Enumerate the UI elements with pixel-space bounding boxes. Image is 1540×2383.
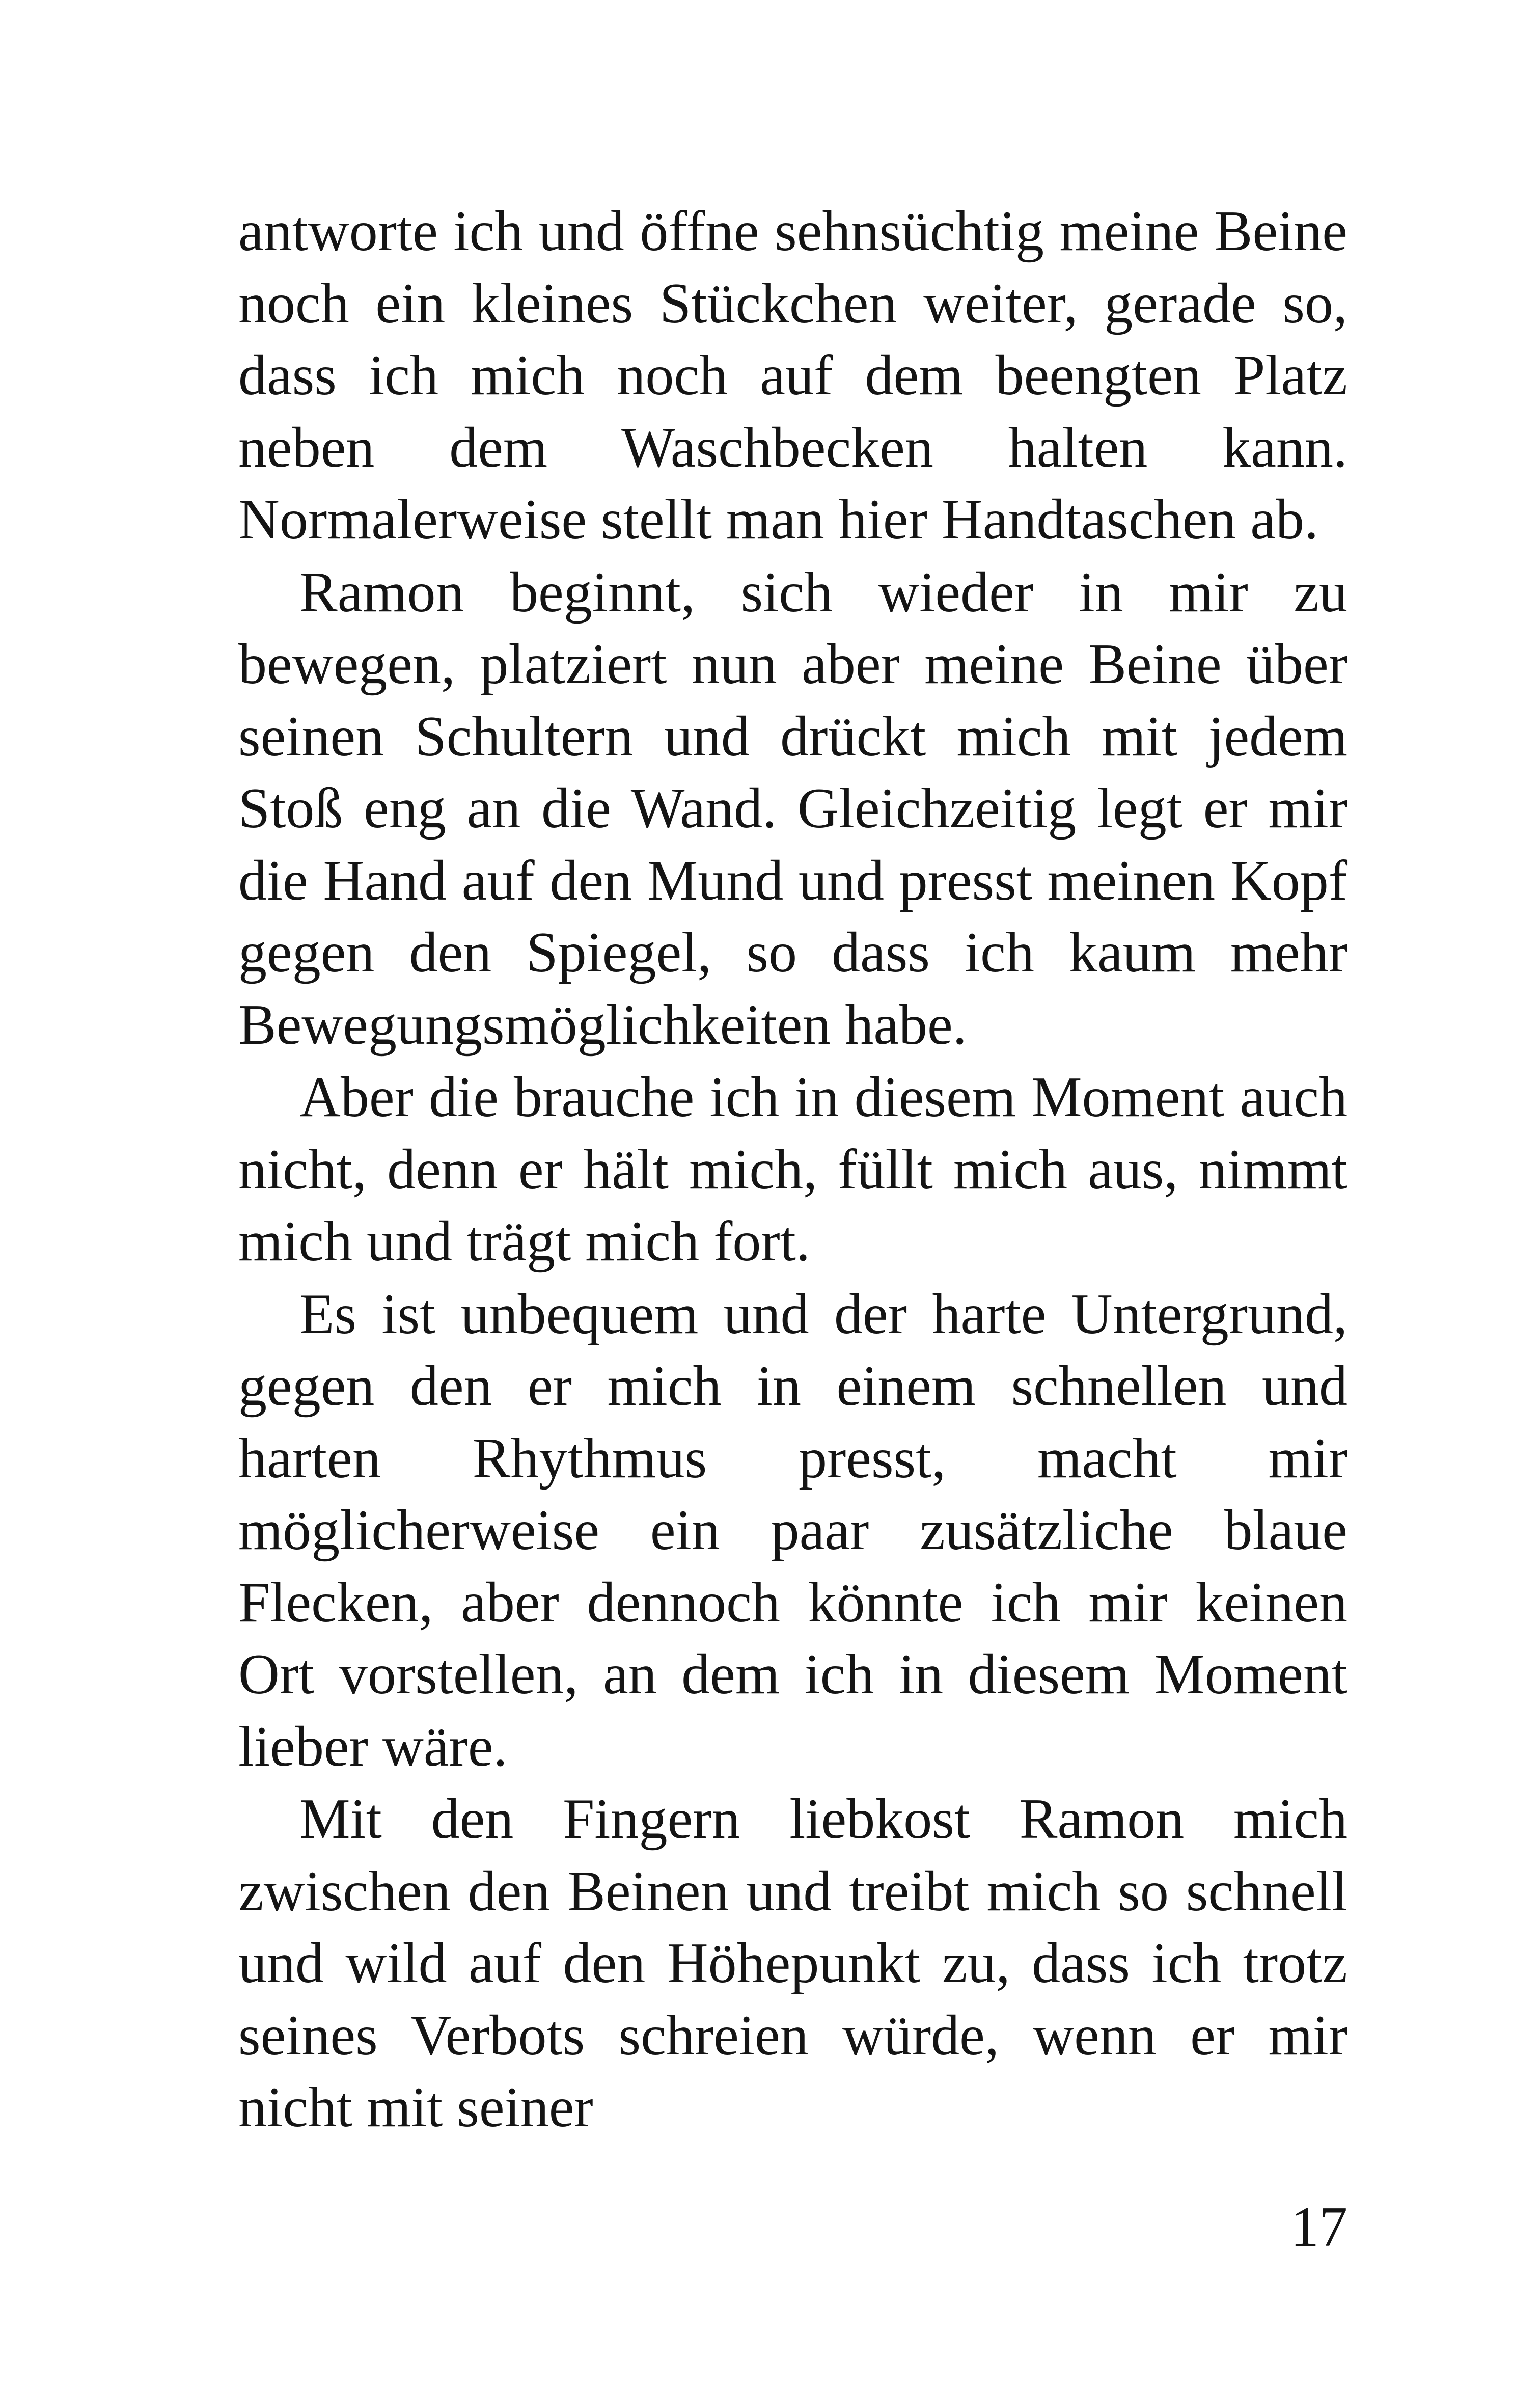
body-text bbox=[238, 196, 1348, 2144]
page-number: 17 bbox=[1290, 2196, 1348, 2259]
paragraph: Aber die brauche ich in diesem Moment auch nicht, denn er hält mich, füllt mich aus, nimmt mich und trägt mich fort. bbox=[238, 1066, 1348, 1273]
paragraph: Mit den Fingern liebkost Ramon mich zwischen den Beinen und treibt mich so schnell und wild auf den Höhepunkt zu, dass ich trotz seines Verbots schreien würde, wenn er mir nicht mit seiner bbox=[238, 1788, 1348, 2139]
paragraph: antworte ich und öffne sehnsüchtig meine Beine noch ein kleines Stückchen weiter, gerade so, dass ich mich noch auf dem beengten Platz neben dem Waschbecken halten kann. Normalerweise stellt man hier Handtaschen ab. bbox=[238, 200, 1348, 551]
paragraph: Es ist unbequem und der harte Untergrund, gegen den er mich in einem schnellen und harten Rhythmus presst, macht mir möglicherweise ein paar zusätzliche blaue Flecken, aber dennoch könnte ich mir keinen Ort vorstellen, an dem ich in diesem Moment lieber wäre. bbox=[238, 1282, 1348, 1778]
paragraph: Ramon beginnt, sich wieder in mir zu bewegen, platziert nun aber meine Beine über seinen Schultern und drückt mich mit jedem Stoß eng an die Wand. Gleichzeitig legt er mir die Hand auf den Mund und presst meinen Kopf gegen den Spiegel, so dass ich kaum mehr Bewegungsmöglichkeiten habe. bbox=[238, 560, 1348, 1057]
